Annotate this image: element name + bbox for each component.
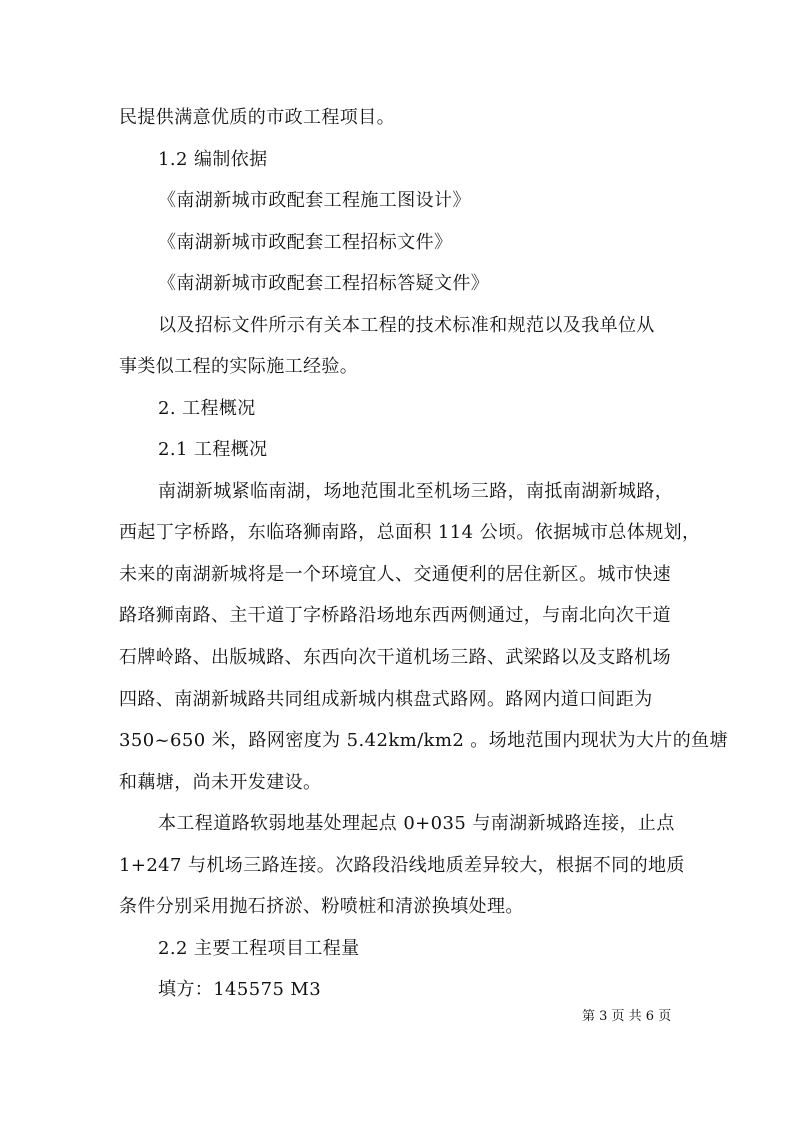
paragraph-line: 以及招标文件所示有关本工程的技术标准和规范以及我单位从 <box>158 315 655 336</box>
page-number-footer: 第 3 页 共 6 页 <box>582 1009 672 1024</box>
paragraph-line: 填方：145575 M3 <box>158 979 322 1000</box>
paragraph-line: 事类似工程的实际施工经验。 <box>119 356 359 377</box>
paragraph-line: 350~650 米，路网密度为 5.42km/km2 。场地范围内现状为大片的鱼塘 <box>119 730 728 751</box>
reference-item: 《南湖新城市政配套工程施工图设计》 <box>158 190 471 211</box>
paragraph-line: 四路、南湖新城路共同组成新城内棋盘式路网。路网内道口间距为 <box>119 689 653 710</box>
paragraph-line: 未来的南湖新城将是一个环境宜人、交通便利的居住新区。城市快速 <box>119 564 671 585</box>
section-heading: 2.1 工程概况 <box>158 439 268 460</box>
paragraph-line: 石牌岭路、出版城路、东西向次干道机场三路、武梁路以及支路机场 <box>119 647 671 668</box>
paragraph-line: 本工程道路软弱地基处理起点 0+035 与南湖新城路连接，止点 <box>158 813 675 834</box>
paragraph-line: 条件分别采用抛石挤淤、粉喷桩和清淤换填处理。 <box>119 896 524 917</box>
paragraph-line: 和藕塘，尚未开发建设。 <box>119 772 322 793</box>
reference-item: 《南湖新城市政配套工程招标文件》 <box>158 232 453 253</box>
paragraph-line: 民提供满意优质的市政工程项目。 <box>119 107 395 128</box>
paragraph-line: 1+247 与机场三路连接。次路段沿线地质差异较大，根据不同的地质 <box>119 855 685 876</box>
section-heading: 1.2 编制依据 <box>158 149 268 170</box>
paragraph-line: 西起丁字桥路，东临珞狮南路，总面积 114 公顷。依据城市总体规划， <box>119 522 701 543</box>
section-heading: 2. 工程概况 <box>158 398 256 419</box>
reference-item: 《南湖新城市政配套工程招标答疑文件》 <box>158 273 490 294</box>
paragraph-line: 南湖新城紧临南湖，场地范围北至机场三路，南抵南湖新城路， <box>158 481 674 502</box>
section-heading: 2.2 主要工程项目工程量 <box>158 938 360 959</box>
paragraph-line: 路珞狮南路、主干道丁字桥路沿场地东西两侧通过，与南北向次干道 <box>119 605 671 626</box>
